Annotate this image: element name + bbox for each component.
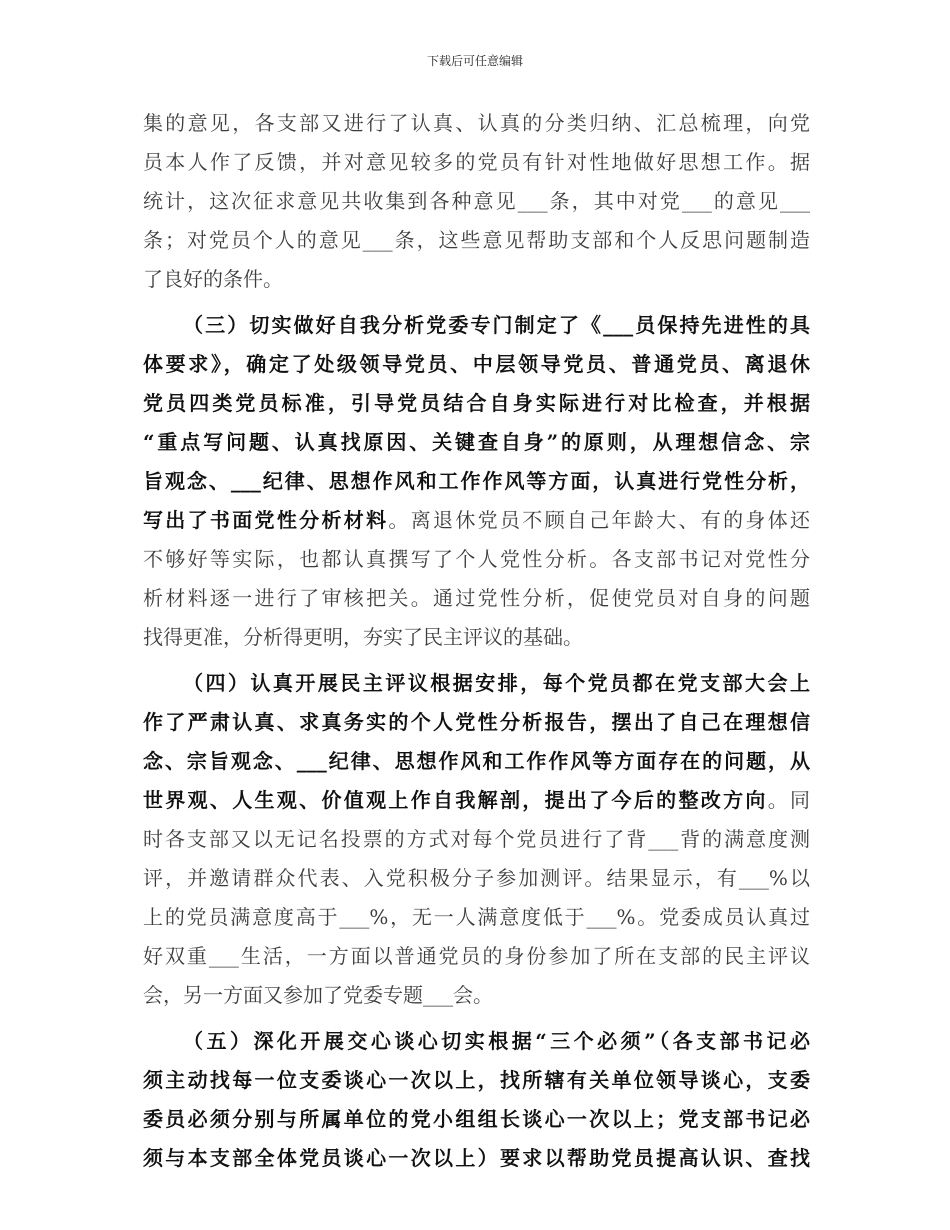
text-line <box>143 703 810 742</box>
text-segment: 条；对党员个人的意见___条，这些意见帮助支部和个人反思问题制造 <box>143 228 810 252</box>
paragraph-gap <box>143 299 810 306</box>
text-line <box>143 1139 810 1178</box>
paragraph <box>143 104 810 299</box>
text-line <box>143 742 810 781</box>
text-segment: 集的意见，各支部又进行了认真、认真的分类归纳、汇总梳理，向党 <box>143 111 810 135</box>
text-segment: 会，另一方面又参加了党委专题___会。 <box>143 983 493 1007</box>
text-line <box>143 1100 810 1139</box>
bold-text-segment: 写出了书面党性分析材料 <box>143 508 389 532</box>
text-line <box>143 221 810 260</box>
bold-text-segment: 作了严肃认真、求真务实的个人党性分析报告，摆出了自己在理想信 <box>143 710 810 734</box>
text-line <box>143 820 810 859</box>
text-segment: 。离退休党员不顾自己年龄大、有的身体还 <box>388 508 811 532</box>
text-line <box>143 143 810 182</box>
text-line <box>143 540 810 579</box>
text-segment: 评，并邀请群众代表、入党积极分子参加测评。结果显示，有___%以 <box>143 866 810 890</box>
text-line <box>143 501 810 540</box>
text-line <box>143 664 810 703</box>
text-line <box>143 618 810 657</box>
text-line <box>143 384 810 423</box>
text-line <box>143 859 810 898</box>
bold-text-segment: 须主动找每一位支委谈心一次以上，找所辖有关单位领导谈心，支委 <box>143 1068 810 1092</box>
text-line <box>143 345 810 384</box>
text-line <box>143 976 810 1015</box>
text-segment: 。同 <box>767 788 811 812</box>
text-segment: 统计，这次征求意见共收集到各种意见___条，其中对党___的意见___ <box>143 189 810 213</box>
text-segment: 找得更准，分析得更明，夯实了民主评议的基础。 <box>143 625 583 649</box>
document-body <box>143 104 810 1178</box>
text-segment: 析材料逐一进行了审核把关。通过党性分析，促使党员对自身的问题 <box>143 586 810 610</box>
text-line <box>143 781 810 820</box>
page-header: 下载后可任意编辑 <box>426 54 523 68</box>
bold-text-segment: 党员四类党员标准，引导党员结合自身实际进行对比检查，并根据 <box>143 391 810 415</box>
text-line <box>143 937 810 976</box>
text-segment: 了良好的条件。 <box>143 267 283 291</box>
text-line <box>143 462 810 501</box>
bold-text-segment: 世界观、人生观、价值观上作自我解剖，提出了今后的整改方向 <box>143 788 768 812</box>
text-line <box>143 104 810 143</box>
text-line <box>143 1022 810 1061</box>
text-line <box>143 423 810 462</box>
text-segment: 时各支部又以无记名投票的方式对每个党员进行了背___背的满意度测 <box>143 827 810 851</box>
bold-text-segment: 念、宗旨观念、___纪律、思想作风和工作作风等方面存在的问题，从 <box>143 749 810 773</box>
bold-text-segment: 旨观念、___纪律、思想作风和工作作风等方面，认真进行党性分析， <box>143 469 810 493</box>
bold-text-segment: （五）深化开展交心谈心切实根据“三个必须”（各支部书记必 <box>183 1029 810 1053</box>
text-segment: 上的党员满意度高于___%，无一人满意度低于___%。党委成员认真过 <box>143 905 810 929</box>
text-line <box>143 182 810 221</box>
text-line <box>143 260 810 299</box>
text-line <box>143 1061 810 1100</box>
text-segment: 不够好等实际，也都认真撰写了个人党性分析。各支部书记对党性分 <box>143 547 810 571</box>
text-line <box>143 898 810 937</box>
text-segment: 好双重___生活，一方面以普通党员的身份参加了所在支部的民主评议 <box>143 944 810 968</box>
text-line <box>143 306 810 345</box>
bold-text-segment: （三）切实做好自我分析党委专门制定了《___员保持先进性的具 <box>183 313 810 337</box>
paragraph <box>143 306 810 657</box>
bold-text-segment: 委员必须分别与所属单位的党小组组长谈心一次以上；党支部书记必 <box>143 1107 810 1131</box>
bold-text-segment: 体要求》，确定了处级领导党员、中层领导党员、普通党员、离退休 <box>143 352 810 376</box>
paragraph <box>143 1022 810 1178</box>
text-line <box>143 579 810 618</box>
bold-text-segment: （四）认真开展民主评议根据安排，每个党员都在党支部大会上 <box>183 671 810 695</box>
bold-text-segment: “重点写问题、认真找原因、关键查自身”的原则，从理想信念、宗 <box>143 430 810 454</box>
bold-text-segment: 须与本支部全体党员谈心一次以上）要求以帮助党员提高认识、查找 <box>143 1146 810 1170</box>
paragraph <box>143 664 810 1015</box>
paragraph-gap <box>143 1015 810 1022</box>
paragraph-gap <box>143 657 810 664</box>
text-segment: 员本人作了反馈，并对意见较多的党员有针对性地做好思想工作。据 <box>143 150 810 174</box>
